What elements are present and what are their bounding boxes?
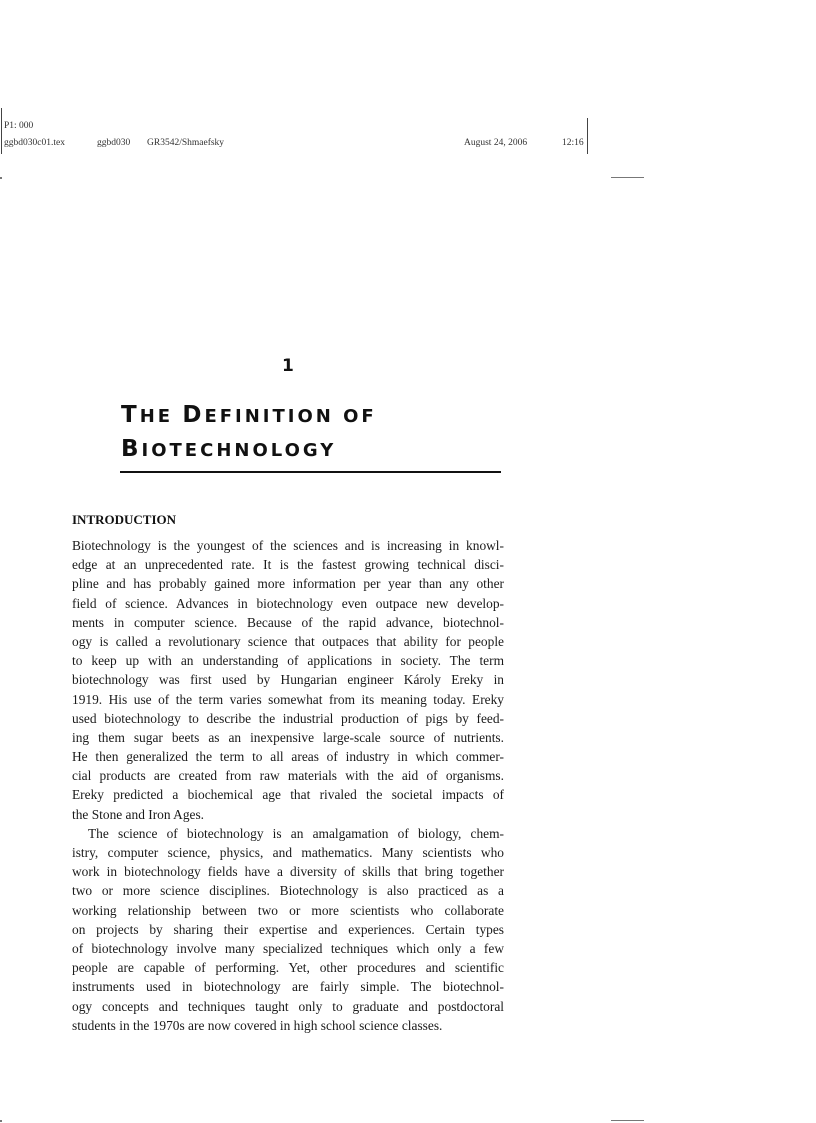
text-line: pline and has probably gained more information per year than any other (72, 576, 504, 592)
text-line: istry, computer science, physics, and mathematics. Many scientists who (72, 845, 504, 860)
text-line: working relationship between two or more scientists who collaborate (72, 902, 504, 918)
text-line: work in biotechnology fields have a diversity of skills that bring together (72, 864, 504, 880)
text-line: people are capable of performing. Yet, other procedures and scientific (72, 960, 504, 976)
text-line: cial products are created from raw materials with the aid of organisms. (72, 768, 504, 784)
text-line: The science of biotechnology is an amalgamation of biology, chem- (88, 825, 504, 841)
text-line: 1919. His use of the term varies somewhat from its meaning today. Ereky (72, 691, 504, 707)
text-line: He then generalized the term to all areas of industry in which commer- (72, 749, 504, 765)
header-right-rule (587, 118, 588, 154)
section-heading: INTRODUCTION (72, 512, 177, 527)
header-left-rule (1, 108, 2, 154)
header-book-code: ggbd030 (97, 138, 131, 148)
text-line: two or more science disciplines. Biotechnology is also practiced as a (72, 883, 504, 899)
title-text: HE (139, 406, 183, 427)
text-line: the Stone and Iron Ages. (72, 806, 205, 822)
header-time: 12:16 (562, 138, 584, 148)
header-series-author: GR3542/Shmaefsky (147, 138, 225, 148)
text-line: ing them sugar beets as an inexpensive large-scale source of nutrients. (72, 729, 504, 745)
title-cap: B (121, 436, 142, 462)
header-file-name: ggbd030c01.tex (4, 138, 65, 148)
crop-mark-top-left (0, 177, 2, 179)
crop-mark-bottom-left (0, 1120, 2, 1122)
title-text: IOTECHNOLOGY (141, 440, 337, 461)
title-text: EFINITION OF (204, 406, 377, 427)
chapter-number: 1 (282, 356, 294, 376)
text-line: biotechnology was first used by Hungarian engineer Károly Ereky in (72, 672, 504, 688)
text-line: field of science. Advances in biotechnology even outpace new develop- (72, 595, 504, 611)
text-line: of biotechnology involve many specialized techniques which only a few (72, 940, 504, 956)
chapter-title (121, 399, 377, 467)
body-text (72, 536, 504, 1035)
chapter-title-line-1 (121, 399, 377, 433)
crop-mark-bottom-right (611, 1120, 644, 1121)
title-cap: T (121, 402, 140, 428)
text-line: to keep up with an understanding of applications in society. The term (72, 653, 504, 669)
text-line: instruments used in biotechnology are fairly simple. The biotechnol- (72, 979, 504, 995)
text-line: edge at an unprecedented rate. It is the fastest growing technical disci- (72, 557, 504, 573)
text-line: ogy is called a revolutionary science that outpaces that ability for people (72, 633, 504, 649)
text-line: ments in computer science. Because of the rapid advance, biotechnol- (72, 614, 504, 630)
text-line: students in the 1970s are now covered in high school science classes. (72, 1017, 443, 1033)
header-page-code: P1: 000 (4, 121, 34, 131)
crop-mark-top-right (611, 177, 644, 178)
title-cap: D (182, 402, 205, 428)
chapter-title-line-2 (121, 433, 377, 467)
text-line: used biotechnology to describe the industrial production of pigs by feed- (72, 710, 504, 726)
text-line: Ereky predicted a biochemical age that rivaled the societal impacts of (72, 787, 504, 803)
text-line: ogy concepts and techniques taught only to graduate and postdoctoral (72, 998, 504, 1014)
header-date: August 24, 2006 (464, 138, 528, 148)
text-line: on projects by sharing their expertise and experiences. Certain types (72, 921, 504, 937)
text-line: Biotechnology is the youngest of the sciences and is increasing in knowl- (72, 538, 504, 553)
title-rule (120, 471, 501, 473)
